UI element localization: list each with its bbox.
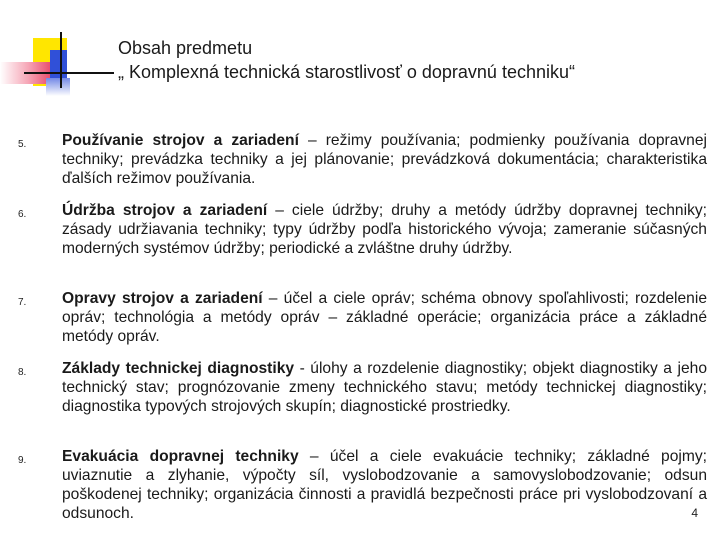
item-body: – účel a ciele opráv; schéma obnovy spoľahlivosti; rozdelenie opráv; technológia a metódy opráv – základné operácie; organizácia práce a základné metódy opráv. bbox=[62, 290, 707, 345]
item-text bbox=[62, 359, 707, 416]
item-heading: Opravy strojov a zariadení bbox=[62, 290, 263, 307]
item-heading: Používanie strojov a zariadení bbox=[62, 132, 299, 149]
item-text bbox=[62, 201, 707, 258]
item-body: - úlohy a rozdelenie diagnostiky; objekt diagnostiky a jeho technický stav; prognózovanie zmeny technického stavu; metódy technickej diagnostiky; diagnostika typových strojových skupín; diagnostické prostriedky. bbox=[62, 360, 707, 415]
item-number: 9. bbox=[18, 455, 27, 466]
page-number: 4 bbox=[691, 506, 698, 520]
item-number: 7. bbox=[18, 297, 27, 308]
decorative-blue-fade bbox=[46, 78, 70, 96]
item-heading: Základy technickej diagnostiky bbox=[62, 360, 295, 377]
decorative-vertical-line bbox=[60, 32, 62, 88]
decorative-horizontal-line bbox=[24, 72, 114, 74]
item-number: 6. bbox=[18, 209, 27, 220]
item-text bbox=[62, 131, 707, 188]
item-body: – účel a ciele evakuácie techniky; základné pojmy; uviaznutie a zlyhanie, výpočty síl, vyslobodzovanie a samovyslobodzovanie; odsun poškodenej techniky; organizácia činnosti a pravidlá bezpečnosti práce pri vyslobodzovaní a odsunoch. bbox=[62, 448, 707, 522]
item-number: 8. bbox=[18, 367, 27, 378]
item-body: – režimy používania; podmienky používania dopravnej techniky; prevádzka techniky a jej plánovanie; prevádzková dokumentácia; charakteristika ďalších režimov používania. bbox=[62, 132, 707, 187]
slide-title bbox=[118, 36, 575, 84]
item-body: – ciele údržby; druhy a metódy údržby dopravnej techniky; zásady udržiavania techniky; typy údržby podľa historického vývoja; zameranie súčasných moderných systémov údržby; periodické a zvláštne druhy údržby. bbox=[62, 202, 707, 257]
title-line-2: „ Komplexná technická starostlivosť o dopravnú techniku“ bbox=[118, 62, 575, 82]
item-number: 5. bbox=[18, 139, 27, 150]
item-text bbox=[62, 447, 707, 523]
item-heading: Evakuácia dopravnej techniky bbox=[62, 448, 299, 465]
item-heading: Údržba strojov a zariadení bbox=[62, 202, 268, 219]
item-text bbox=[62, 289, 707, 346]
title-line-1: Obsah predmetu bbox=[118, 38, 253, 58]
decorative-blue-square bbox=[50, 50, 67, 78]
